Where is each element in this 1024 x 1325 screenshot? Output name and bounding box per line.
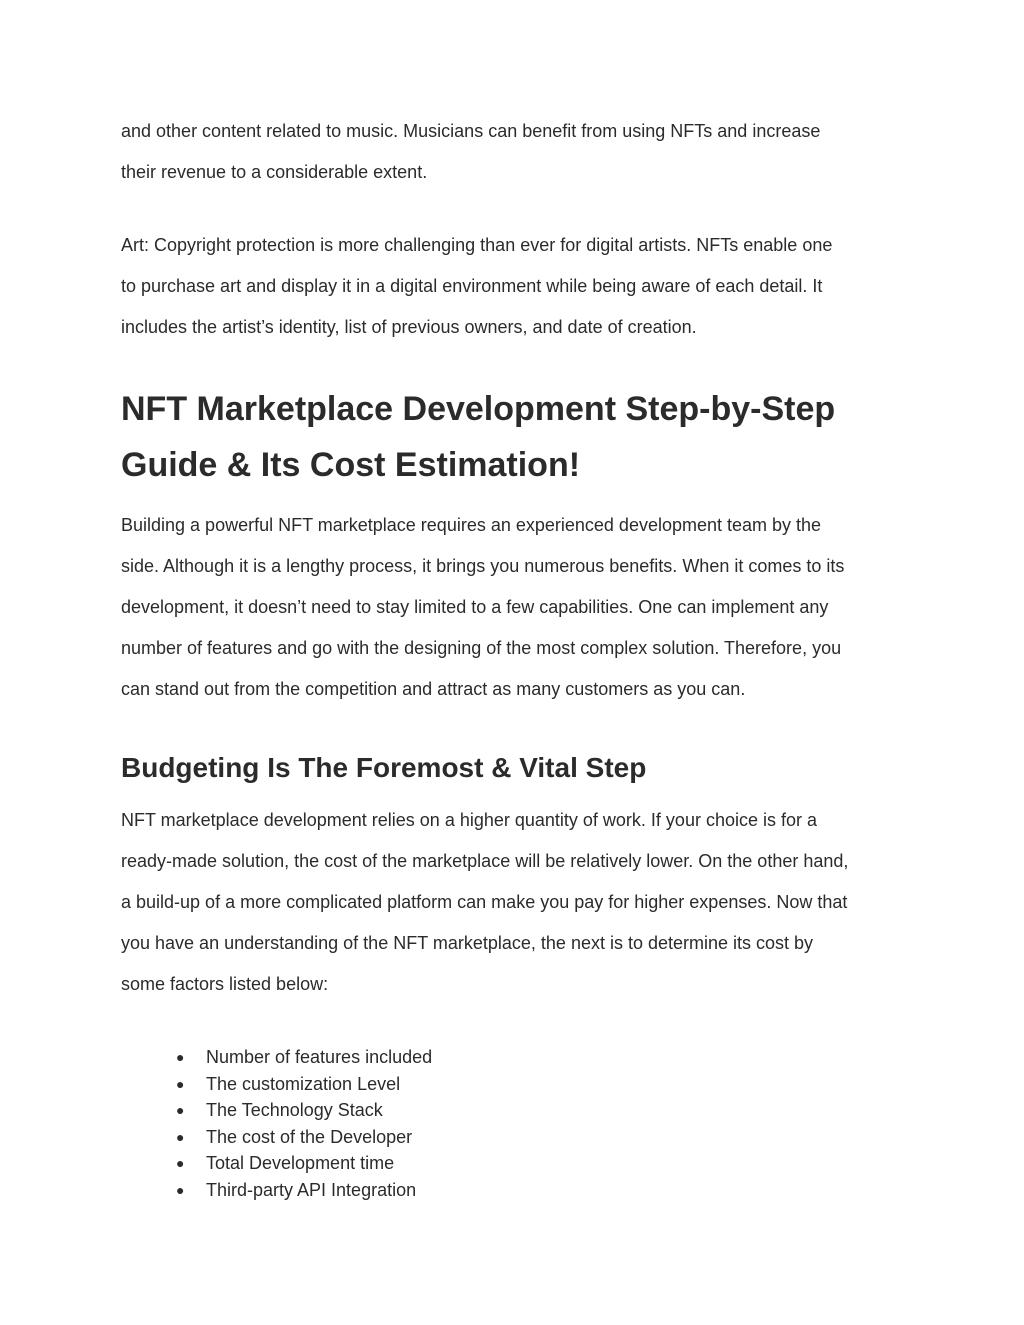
list-item	[121, 1177, 432, 1204]
text-line: NFT marketplace development relies on a higher quantity of work. If your choice is for a	[121, 810, 817, 830]
main-heading	[121, 381, 835, 493]
text-line: number of features and go with the designing of the most complex solution. Therefore, you	[121, 638, 842, 658]
list-item-text: Number of features included	[206, 1047, 433, 1067]
text-line: ready-made solution, the cost of the marketplace will be relatively lower. On the other hand,	[121, 851, 849, 871]
budget-heading: Budgeting Is The Foremost & Vital Step	[121, 752, 647, 783]
bullet-icon: ●	[176, 1181, 185, 1198]
list-item-text: The Technology Stack	[206, 1100, 383, 1121]
text-line: a build-up of a more complicated platform can make you pay for higher expenses. Now that	[121, 892, 848, 912]
list-item	[121, 1150, 432, 1177]
bullet-icon: ●	[176, 1155, 185, 1172]
text-line: Art: Copyright protection is more challenging than ever for digital artists. NFTs enable one	[121, 235, 833, 255]
heading-line: Guide & Its Cost Estimation!	[121, 446, 581, 484]
list-item-text: Third-party API Integration	[206, 1179, 417, 1200]
list-item-text: The customization Level	[206, 1073, 401, 1094]
cost-factors-list	[121, 1044, 432, 1204]
heading-line: NFT Marketplace Development Step-by-Step	[121, 390, 836, 428]
bullet-icon: ●	[176, 1128, 185, 1145]
budget-paragraph	[121, 800, 848, 1005]
text-line: and other content related to music. Musicians can benefit from using NFTs and increase	[121, 121, 821, 141]
text-line: includes the artist’s identity, list of previous owners, and date of creation.	[121, 317, 697, 337]
text-line: development, it doesn’t need to stay limited to a few capabilities. One can implement any	[121, 597, 829, 617]
art-paragraph	[121, 225, 832, 348]
text-line: Building a powerful NFT marketplace requires an experienced development team by the	[121, 515, 822, 535]
bullet-icon: ●	[176, 1049, 185, 1065]
intro-paragraph	[121, 505, 844, 710]
text-line: side. Although it is a lengthy process, it brings you numerous benefits. When it comes to its	[121, 556, 845, 576]
text-line: can stand out from the competition and attract as many customers as you can.	[121, 679, 746, 699]
list-item-text: Total Development time	[206, 1153, 395, 1174]
text-line: their revenue to a considerable extent.	[121, 162, 428, 182]
list-item	[121, 1097, 432, 1124]
text-line: you have an understanding of the NFT marketplace, the next is to determine its cost by	[121, 933, 814, 953]
text-line: some factors listed below:	[121, 974, 329, 994]
list-item	[121, 1044, 432, 1071]
text-line: to purchase art and display it in a digital environment while being aware of each detail. It	[121, 276, 823, 296]
list-item-text: The cost of the Developer	[206, 1126, 413, 1147]
music-paragraph	[121, 111, 820, 193]
list-item	[121, 1071, 432, 1098]
bullet-icon: ●	[176, 1075, 185, 1092]
bullet-icon: ●	[176, 1102, 185, 1119]
list-item	[121, 1124, 432, 1151]
